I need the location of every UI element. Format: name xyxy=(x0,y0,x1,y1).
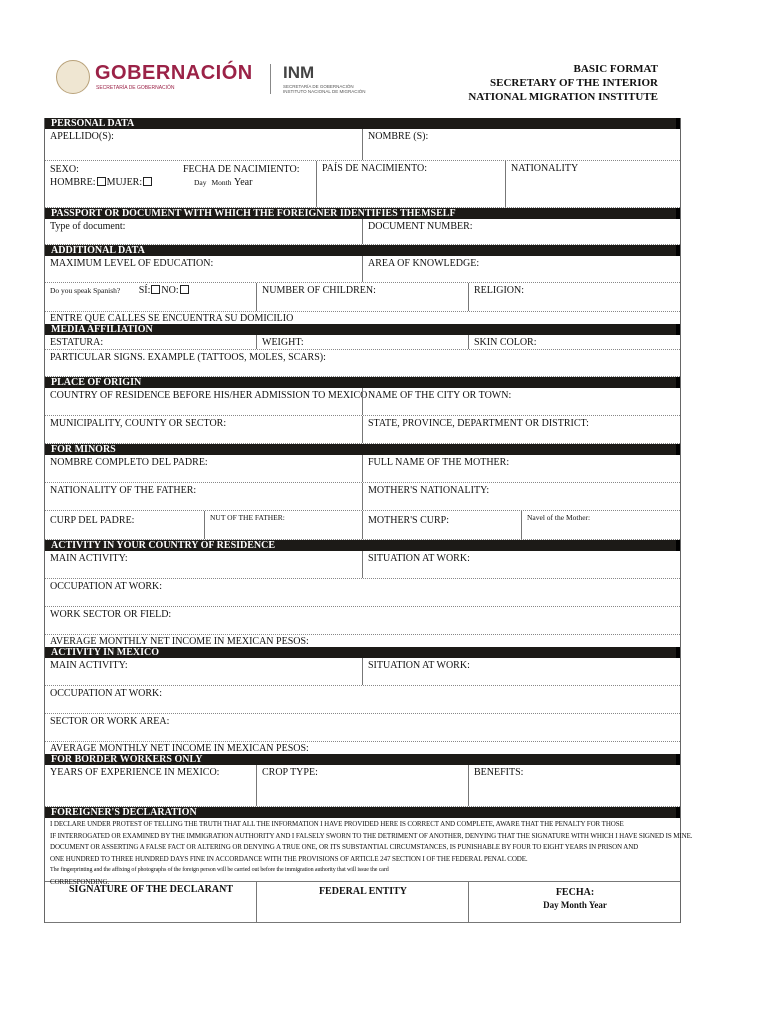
inm-logo-title: INM xyxy=(283,63,315,82)
work-sector-label: WORK SECTOR OR FIELD: xyxy=(50,609,172,620)
section-activity-mexico: ACTIVITY IN MEXICO xyxy=(45,647,680,658)
federal-entity-label: FEDERAL ENTITY xyxy=(318,886,408,897)
header-line-secretary: SECRETARY OF THE INTERIOR xyxy=(489,77,658,89)
estatura-field[interactable] xyxy=(45,335,256,349)
government-seal-icon xyxy=(56,60,90,94)
years-experience-field[interactable] xyxy=(45,765,256,806)
domicilio-label: ENTRE QUE CALLES SE ENCUENTRA SU DOMICILIO xyxy=(50,313,294,324)
mother-name-field[interactable] xyxy=(362,455,680,482)
document-header xyxy=(0,0,768,118)
situation-work-residence-field[interactable] xyxy=(362,551,680,578)
section-additional-data: ADDITIONAL DATA xyxy=(45,245,680,256)
crop-type-field[interactable] xyxy=(256,765,468,806)
education-label: MAXIMUM LEVEL OF EDUCATION: xyxy=(50,258,214,269)
main-activity-mexico-field[interactable] xyxy=(45,658,362,685)
occupation-label: OCCUPATION AT WORK: xyxy=(50,688,163,699)
religion-label: RELIGION: xyxy=(474,285,524,296)
inm-logo-subtitle-1: SECRETARÍA DE GOBERNACIÓN xyxy=(283,84,354,89)
pais-nacimiento-field[interactable] xyxy=(316,161,505,207)
no-label: NO: xyxy=(161,285,179,296)
hombre-checkbox[interactable] xyxy=(97,177,106,186)
curp-mother-field[interactable] xyxy=(362,511,521,539)
city-label: NAME OF THE CITY OR TOWN: xyxy=(368,390,512,401)
nut-father-field[interactable] xyxy=(204,511,362,539)
declaration-line-6: CORRESPONDING. xyxy=(50,877,110,886)
sector-work-area-field[interactable] xyxy=(45,714,680,741)
section-activity-residence: ACTIVITY IN YOUR COUNTRY OF RESIDENCE xyxy=(45,540,680,551)
curp-father-field[interactable] xyxy=(45,511,204,539)
header-line-basic-format: BASIC FORMAT xyxy=(573,63,658,75)
particular-signs-field[interactable] xyxy=(45,350,680,376)
declaration-line-3: DOCUMENT OR ASSERTING A FALSE FACT OR ALTERING OR DENYING A TRUE ONE, OR ITS SUBSTANTIAL CIRCUMSTANCES, IS PUNISHABLE BY FOUR TO EIGHT YEARS IN PRISON AND xyxy=(50,843,639,851)
main-activity-label: MAIN ACTIVITY: xyxy=(50,553,128,564)
year-label: Year xyxy=(234,177,253,188)
mujer-checkbox[interactable] xyxy=(143,177,152,186)
state-field[interactable] xyxy=(362,416,680,443)
curp-mother-label: MOTHER'S CURP: xyxy=(368,515,449,526)
curp-father-label: CURP DEL PADRE: xyxy=(50,515,135,526)
main-activity-label: MAIN ACTIVITY: xyxy=(50,660,128,671)
spanish-field xyxy=(45,283,256,311)
document-type-label: Type of document: xyxy=(50,221,126,232)
nombres-field[interactable] xyxy=(362,129,680,160)
country-residence-label: COUNTRY OF RESIDENCE BEFORE HIS/HER ADMISSION TO MEXICO xyxy=(50,390,368,401)
migration-form xyxy=(44,118,693,923)
section-border-workers: FOR BORDER WORKERS ONLY xyxy=(45,754,680,765)
document-number-field[interactable] xyxy=(362,219,680,244)
sexo-label: SEXO: xyxy=(50,164,79,175)
education-field[interactable] xyxy=(45,256,362,282)
nut-father-label: NUT OF THE FATHER: xyxy=(210,513,285,522)
spanish-label: Do you speak Spanish? xyxy=(50,286,121,295)
navel-mother-label: Navel of the Mother: xyxy=(527,513,591,522)
apellidos-field[interactable] xyxy=(45,129,362,160)
month-label: Month xyxy=(211,178,232,187)
section-place-of-origin: PLACE OF ORIGIN xyxy=(45,377,680,388)
father-nationality-field[interactable] xyxy=(45,483,362,510)
country-residence-field[interactable] xyxy=(45,388,368,415)
sexo-field xyxy=(45,161,178,207)
logo-divider xyxy=(270,64,271,94)
mujer-label: MUJER: xyxy=(106,177,143,188)
father-nationality-label: NATIONALITY OF THE FATHER: xyxy=(50,485,197,496)
work-sector-field[interactable] xyxy=(45,607,680,634)
children-label: NUMBER OF CHILDREN: xyxy=(262,285,376,296)
crop-type-label: CROP TYPE: xyxy=(262,767,318,778)
signature-date-field[interactable] xyxy=(468,882,680,922)
nombres-label: NOMBRE (S): xyxy=(368,131,429,142)
declaration-line-4: ONE HUNDRED TO THREE HUNDRED DAYS FINE IN ACCORDANCE WITH THE PROVISIONS OF ARTICLE 247 SECTION I OF THE FEDERAL PENAL CODE. xyxy=(50,854,528,863)
inm-logo-subtitle-2: INSTITUTO NACIONAL DE MIGRACIÓN xyxy=(283,89,366,94)
declaration-text xyxy=(45,818,693,886)
skin-color-field[interactable] xyxy=(468,335,680,349)
no-checkbox[interactable] xyxy=(180,285,189,294)
fecha-label: FECHA: xyxy=(555,887,595,898)
gobernacion-logo-title: GOBERNACIÓN xyxy=(95,62,253,84)
declaration-line-2: IF INTERROGATED OR EXAMINED BY THE IMMIGRATION AUTHORITY AND I FALSELY SWORN TO THE DETRIMENT OF ANOTHER, DENYING THAT THE SIGNATURE WITH WHICH I HAVE SIGNED IS MINE. xyxy=(50,831,693,840)
knowledge-label: AREA OF KNOWLEDGE: xyxy=(368,258,480,269)
mother-nationality-label: MOTHER'S NATIONALITY: xyxy=(368,485,490,496)
mother-name-label: FULL NAME OF THE MOTHER: xyxy=(368,457,510,468)
section-personal-data: PERSONAL DATA xyxy=(45,118,680,129)
particular-signs-label: PARTICULAR SIGNS. EXAMPLE (TATTOOS, MOLES, SCARS): xyxy=(50,352,326,363)
declaration-line-5: The fingerprinting and the affixing of photographs of the foreign person will be carried out before the immigration authority that will issue the card xyxy=(50,867,389,873)
signature-declarant-label: SIGNATURE OF THE DECLARANT xyxy=(68,884,233,895)
section-passport: PASSPORT OR DOCUMENT WITH WHICH THE FOREIGNER IDENTIFIES THEMSELF xyxy=(45,208,680,219)
knowledge-field[interactable] xyxy=(362,256,680,282)
date-parts-label: Day Month Year xyxy=(543,900,607,910)
religion-field[interactable] xyxy=(468,283,680,311)
signature-declarant-field[interactable] xyxy=(45,882,256,922)
fecha-nacimiento-field[interactable] xyxy=(178,161,316,207)
children-field[interactable] xyxy=(256,283,468,311)
header-line-institute: NATIONAL MIGRATION INSTITUTE xyxy=(468,91,658,103)
apellidos-label: APELLIDO(S): xyxy=(50,131,114,142)
declaration-line-1: I DECLARE UNDER PROTEST OF TELLING THE TRUTH THAT ALL THE INFORMATION I HAVE PROVIDED HERE IS CORRECT AND COMPLETE, AWARE THAT THE PENALTY FOR THOSE xyxy=(50,820,624,828)
occupation-residence-field[interactable] xyxy=(45,579,680,606)
navel-mother-field[interactable] xyxy=(521,511,680,539)
section-declaration: FOREIGNER'S DECLARATION xyxy=(45,807,680,818)
mother-nationality-field[interactable] xyxy=(362,483,680,510)
municipality-label: MUNICIPALITY, COUNTY OR SECTOR: xyxy=(50,418,227,429)
fecha-nacimiento-label: FECHA DE NACIMIENTO: xyxy=(183,164,300,175)
day-label: Day xyxy=(194,178,207,187)
document-number-label: DOCUMENT NUMBER: xyxy=(368,221,473,232)
domicilio-field[interactable] xyxy=(45,312,680,324)
weight-label: WEIGHT: xyxy=(262,337,304,348)
state-label: STATE, PROVINCE, DEPARTMENT OR DISTRICT: xyxy=(368,418,589,429)
occupation-mexico-field[interactable] xyxy=(45,686,680,713)
pais-nacimiento-label: PAÍS DE NACIMIENTO: xyxy=(322,163,428,174)
occupation-label: OCCUPATION AT WORK: xyxy=(50,581,163,592)
situation-work-label: SITUATION AT WORK: xyxy=(368,553,470,564)
nationality-field[interactable] xyxy=(505,161,680,207)
father-name-label: NOMBRE COMPLETO DEL PADRE: xyxy=(50,457,208,468)
income-mexico-field[interactable] xyxy=(45,742,680,754)
si-label: SÍ: xyxy=(138,285,151,296)
weight-field[interactable] xyxy=(256,335,468,349)
income-label: AVERAGE MONTHLY NET INCOME IN MEXICAN PESOS: xyxy=(50,743,309,754)
city-field[interactable] xyxy=(362,388,680,415)
situation-work-label: SITUATION AT WORK: xyxy=(368,660,470,671)
years-experience-label: YEARS OF EXPERIENCE IN MEXICO: xyxy=(50,767,220,778)
benefits-field[interactable] xyxy=(468,765,680,806)
federal-entity-field[interactable] xyxy=(256,882,468,922)
benefits-label: BENEFITS: xyxy=(474,767,524,778)
section-for-minors: FOR MINORS xyxy=(45,444,680,455)
municipality-field[interactable] xyxy=(45,416,362,443)
si-checkbox[interactable] xyxy=(151,285,160,294)
hombre-label: HOMBRE: xyxy=(50,177,96,188)
income-label: AVERAGE MONTHLY NET INCOME IN MEXICAN PESOS: xyxy=(50,636,309,647)
document-type-field[interactable] xyxy=(45,219,362,244)
gobernacion-logo-subtitle: SECRETARÍA DE GOBERNACIÓN xyxy=(96,85,175,91)
father-name-field[interactable] xyxy=(45,455,362,482)
skin-color-label: SKIN COLOR: xyxy=(474,337,537,348)
main-activity-residence-field[interactable] xyxy=(45,551,362,578)
sector-work-area-label: SECTOR OR WORK AREA: xyxy=(50,716,170,727)
situation-work-mexico-field[interactable] xyxy=(362,658,680,685)
estatura-label: ESTATURA: xyxy=(50,337,104,348)
income-residence-field[interactable] xyxy=(45,635,680,647)
nationality-label: NATIONALITY xyxy=(511,163,579,174)
section-media-affiliation: MEDIA AFFILIATION xyxy=(45,324,680,335)
